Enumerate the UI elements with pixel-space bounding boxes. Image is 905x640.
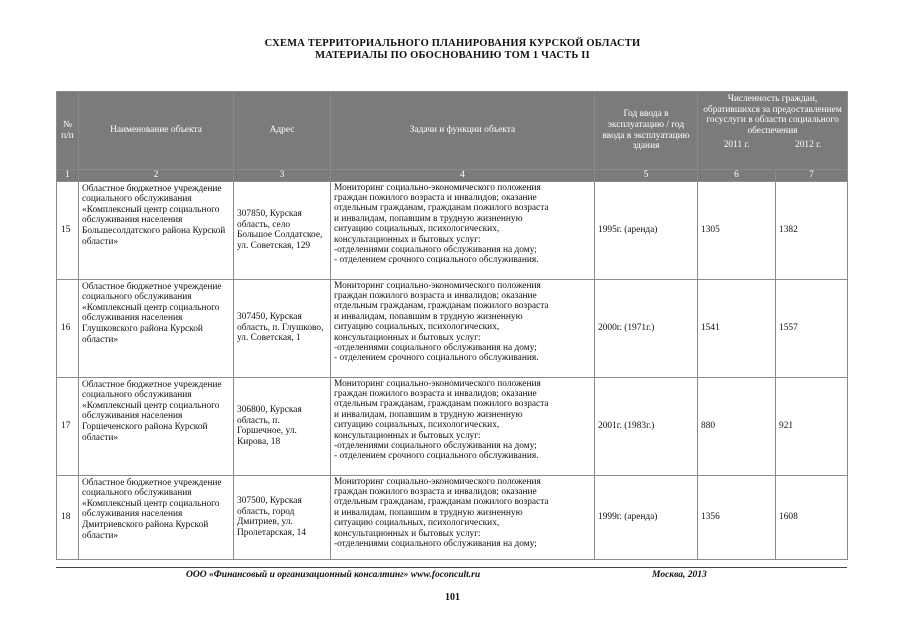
task-line: Мониторинг социально-экономического положения — [334, 378, 541, 389]
header-years — [701, 140, 844, 151]
footer-company: ООО «Финансовый и организационный консалтинг» www.foconcult.ru — [186, 570, 481, 580]
task-line: Мониторинг социально-экономического положения — [334, 476, 541, 487]
column-number: 5 — [595, 170, 698, 182]
count-2011: 880 — [698, 377, 776, 475]
task-line: граждан пожилого возраста и инвалидов; оказание — [334, 487, 537, 497]
object-name: Областное бюджетное учреждение социального обслуживания «Комплексный центр социального обслуживания населения Глушковского района Курской области» — [79, 279, 234, 377]
row-number: 16 — [57, 279, 79, 377]
header-address: Адрес — [234, 92, 331, 170]
title-line-2: МАТЕРИАЛЫ ПО ОБОСНОВАНИЮ ТОМ 1 ЧАСТЬ II — [315, 50, 590, 61]
object-address: 307850, Курская область, село Большое Солдатское, ул. Советская, 129 — [234, 181, 331, 279]
task-line: и инвалидам, попавшим в трудную жизненную — [334, 507, 523, 518]
header-2011: 2011 г. — [723, 140, 750, 151]
count-2011: 1356 — [698, 475, 776, 559]
count-2012: 1382 — [776, 181, 848, 279]
column-number: 4 — [331, 170, 595, 182]
header-year: Год ввода в эксплуатацию / год ввода в эксплуатацию здания — [595, 92, 698, 170]
task-line: Мониторинг социально-экономического положения — [334, 280, 541, 291]
task-line: и инвалидам, попавшим в трудную жизненную — [334, 409, 523, 420]
count-2012: 921 — [776, 377, 848, 475]
task-line: -отделениями социального обслуживания на дому; — [334, 441, 537, 452]
object-tasks — [331, 475, 595, 559]
task-line: - отделением срочного социального обслуживания. — [334, 353, 539, 364]
object-address: 306800, Курская область, п. Горшечное, ул. Кирова, 18 — [234, 377, 331, 475]
column-number: 3 — [234, 170, 331, 182]
title-line-1: СХЕМА ТЕРРИТОРИАЛЬНОГО ПЛАНИРОВАНИЯ КУРСКОЙ ОБЛАСТИ — [264, 38, 641, 49]
object-name: Областное бюджетное учреждение социального обслуживания «Комплексный центр социального обслуживания населения Большесолдатского района Курской области» — [79, 181, 234, 279]
header-2012: 2012 г. — [795, 140, 822, 151]
task-line: -отделениями социального обслуживания на дому; — [334, 539, 537, 550]
task-line: - отделением срочного социального обслуживания. — [334, 255, 539, 266]
table-row — [57, 279, 848, 377]
task-line: и инвалидам, попавшим в трудную жизненную — [334, 213, 523, 224]
row-number: 18 — [57, 475, 79, 559]
task-line: и инвалидам, попавшим в трудную жизненную — [334, 311, 523, 322]
footer-divider — [56, 567, 847, 568]
objects-table — [56, 91, 848, 560]
task-line: -отделениями социального обслуживания на дому; — [334, 245, 537, 256]
task-line: ситуацию социальных, психологических, — [334, 518, 500, 529]
column-number: 7 — [776, 170, 848, 182]
object-year: 2001г. (1983г.) — [595, 377, 698, 475]
header-tasks: Задачи и функции объекта — [331, 92, 595, 170]
column-number: 1 — [57, 170, 79, 182]
column-number: 6 — [698, 170, 776, 182]
task-line: ситуацию социальных, психологических, — [334, 420, 500, 431]
header-count-title: Численность граждан, обратившихся за предоставлением госуслуги в области социального обеспечения — [703, 94, 842, 136]
object-tasks — [331, 377, 595, 475]
row-number: 17 — [57, 377, 79, 475]
header-name: Наименование объекта — [79, 92, 234, 170]
task-line: консультационных и бытовых услуг: — [334, 332, 481, 343]
table-row — [57, 181, 848, 279]
task-line: граждан пожилого возраста и инвалидов; оказание — [334, 389, 537, 399]
table-header-row — [57, 92, 848, 170]
document-title — [0, 38, 905, 62]
object-year: 2000г. (1971г.) — [595, 279, 698, 377]
count-2012: 1608 — [776, 475, 848, 559]
column-number: 2 — [79, 170, 234, 182]
count-2011: 1541 — [698, 279, 776, 377]
object-tasks — [331, 181, 595, 279]
object-name: Областное бюджетное учреждение социального обслуживания «Комплексный центр социального обслуживания населения Горшеченского района Курской области» — [79, 377, 234, 475]
object-tasks — [331, 279, 595, 377]
task-line: -отделениями социального обслуживания на дому; — [334, 343, 537, 354]
task-line: консультационных и бытовых услуг: — [334, 430, 481, 441]
count-2011: 1305 — [698, 181, 776, 279]
object-year: 1999г. (аренда) — [595, 475, 698, 559]
task-line: отдельным гражданам, гражданам пожилого возраста — [334, 497, 549, 508]
count-2012: 1557 — [776, 279, 848, 377]
column-number-row — [57, 170, 848, 182]
table-row — [57, 475, 848, 559]
header-num: № п/п — [57, 92, 79, 170]
task-line: - отделением срочного социального обслуживания. — [334, 451, 539, 462]
task-line: Мониторинг социально-экономического положения — [334, 182, 541, 193]
task-line: ситуацию социальных, психологических, — [334, 322, 500, 333]
object-address: 307500, Курская область, город Дмитриев, ул. Пролетарская, 14 — [234, 475, 331, 559]
object-address: 307450, Курская область, п. Глушково, ул. Советская, 1 — [234, 279, 331, 377]
task-line: ситуацию социальных, психологических, — [334, 224, 500, 235]
task-line: отдельным гражданам, гражданам пожилого возраста — [334, 203, 549, 214]
task-line: консультационных и бытовых услуг: — [334, 528, 481, 539]
page-number: 101 — [445, 592, 460, 603]
object-name: Областное бюджетное учреждение социального обслуживания «Комплексный центр социального обслуживания населения Дмитриевского района Курской области» — [79, 475, 234, 559]
task-line: граждан пожилого возраста и инвалидов; оказание — [334, 291, 537, 301]
task-line: граждан пожилого возраста и инвалидов; оказание — [334, 193, 537, 203]
table-row — [57, 377, 848, 475]
footer-city-year: Москва, 2013 — [652, 570, 707, 580]
row-number: 15 — [57, 181, 79, 279]
task-line: консультационных и бытовых услуг: — [334, 234, 481, 245]
task-line: отдельным гражданам, гражданам пожилого возраста — [334, 399, 549, 410]
task-line: отдельным гражданам, гражданам пожилого возраста — [334, 301, 549, 312]
header-count-group — [698, 92, 848, 170]
object-year: 1995г. (аренда) — [595, 181, 698, 279]
